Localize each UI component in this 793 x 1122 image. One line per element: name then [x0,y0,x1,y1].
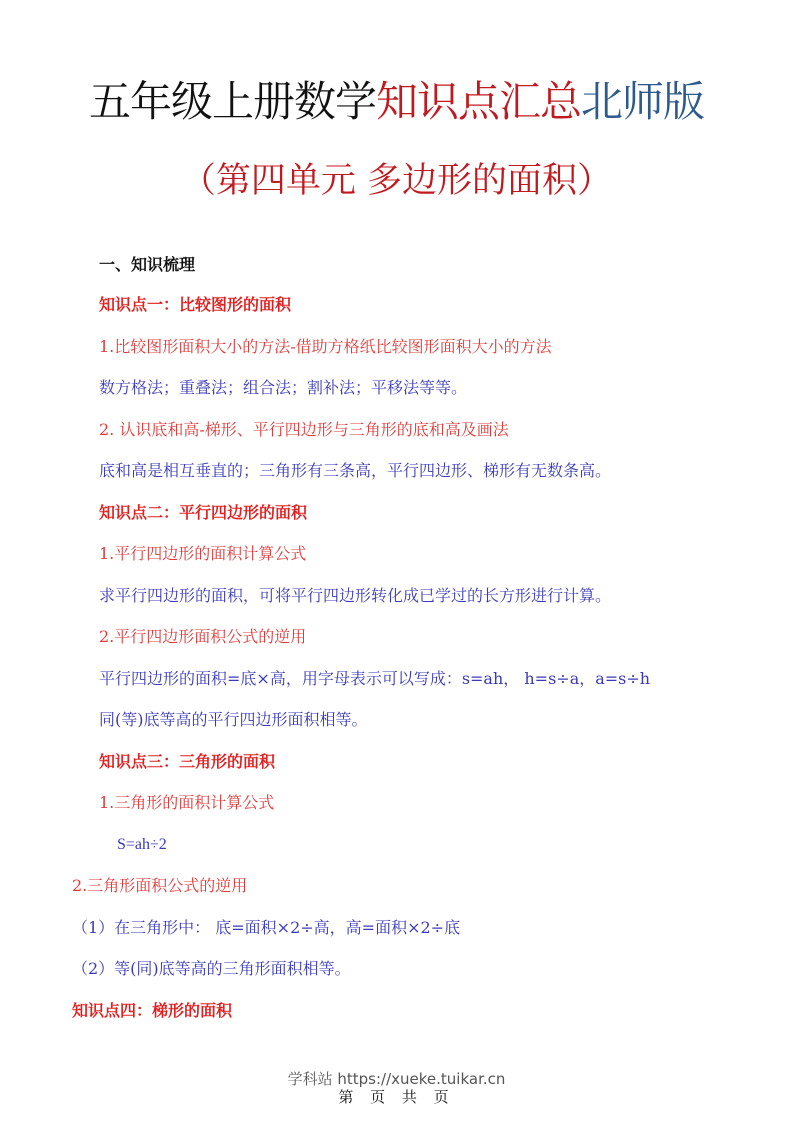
point-3-line-4: （1）在三角形中： 底=面积×2÷高，高=面积×2÷底 [72,918,461,937]
section-heading: 一、知识梳理 [99,255,196,274]
title-part-grade: 五年级上册数学 [88,77,376,126]
point-1-line-1: 1.比较图形面积大小的方法-借助方格纸比较图形面积大小的方法 [99,337,552,356]
point-1-line-2: 数方格法；重叠法；组合法；割补法；平移法等等。 [99,378,468,397]
document-subtitle: （第四单元 多边形的面积） [180,161,613,201]
point-4-heading: 知识点四：梯形的面积 [72,1001,233,1020]
point-3-heading: 知识点三：三角形的面积 [99,752,276,771]
title-part-edition: 北师版 [581,77,705,126]
point-2-heading: 知识点二：平行四边形的面积 [99,503,308,522]
point-2-line-2: 求平行四边形的面积，可将平行四边形转化成已学过的长方形进行计算。 [99,586,612,605]
footer-site-link[interactable]: 学科站 https://xueke.tuikar.cn [287,1070,506,1088]
point-2-line-1: 1.平行四边形的面积计算公式 [99,544,307,563]
point-3-formula: S=ah÷2 [117,836,167,853]
footer-page-number: 第 页 共 页 [338,1088,455,1106]
point-3-line-3: 2.三角形面积公式的逆用 [72,876,248,895]
point-2-line-5: 同(等)底等高的平行四边形面积相等。 [99,710,368,729]
point-3-line-5: （2）等(同)底等高的三角形面积相等。 [72,959,351,978]
point-2-line-3: 2.平行四边形面积公式的逆用 [99,627,307,646]
document-title [0,72,793,132]
point-1-line-3: 2. 认识底和高-梯形、平行四边形与三角形的底和高及画法 [99,420,509,439]
point-2-line-4: 平行四边形的面积=底×高，用字母表示可以写成：s=ah， h=s÷a，a=s÷h [99,669,651,688]
title-part-summary: 知识点汇总 [375,77,581,126]
point-1-heading: 知识点一：比较图形的面积 [99,295,292,314]
point-1-line-4: 底和高是相互垂直的；三角形有三条高，平行四边形、梯形有无数条高。 [99,461,612,480]
point-3-line-1: 1.三角形的面积计算公式 [99,793,275,812]
